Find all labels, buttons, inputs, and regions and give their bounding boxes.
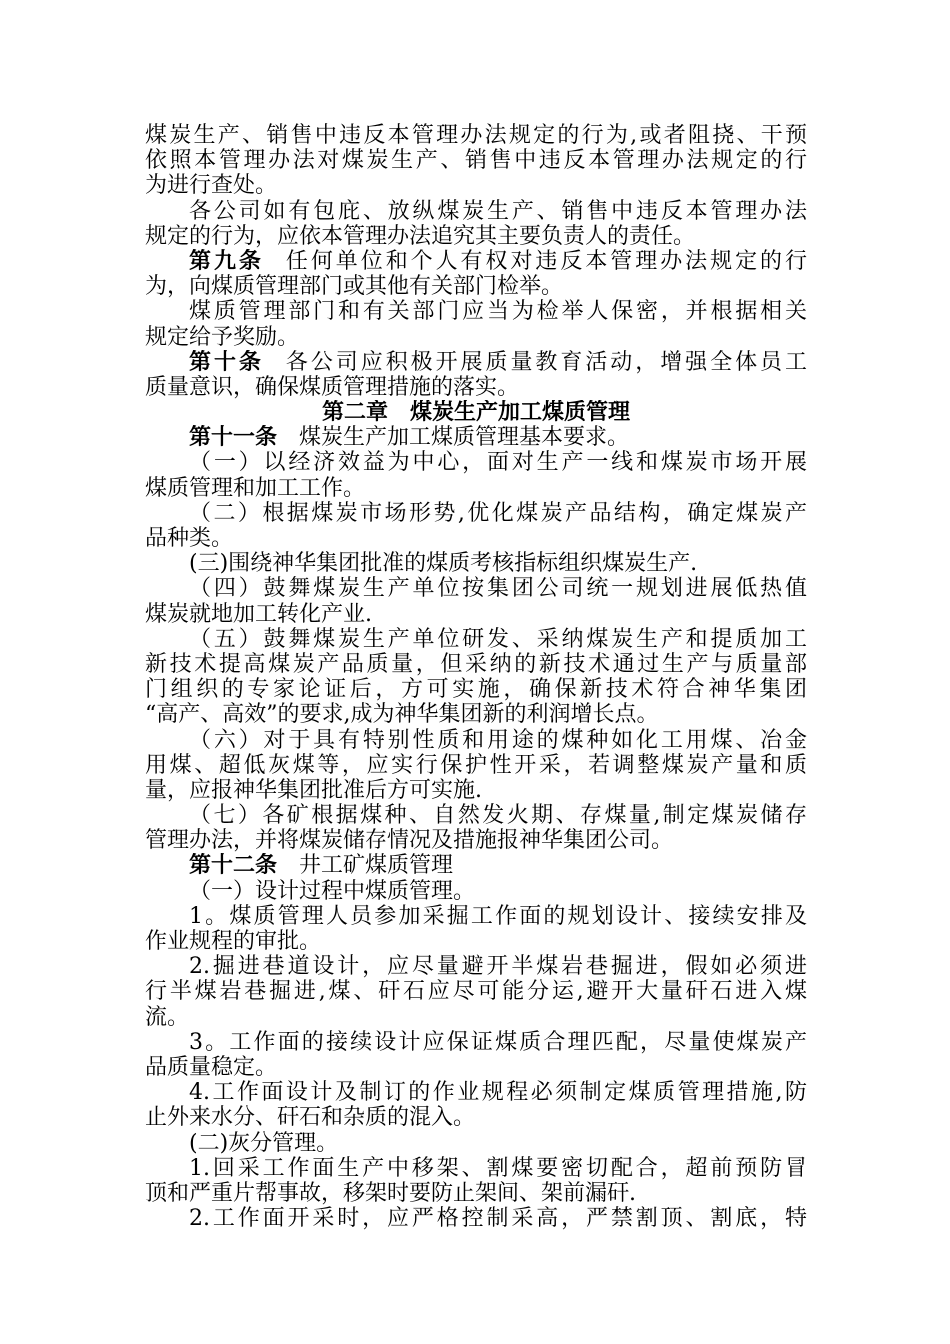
text-line: （一）设计过程中煤质管理。 [189, 878, 476, 904]
text-line: 质量意识，确保煤质管理措施的落实。 [145, 374, 520, 400]
text-line: 依照本管理办法对煤炭生产、销售中违反本管理办法规定的行 [145, 148, 807, 174]
text-line: （六）对于具有特别性质和用途的煤种如化工用煤、冶金 [189, 727, 807, 753]
text-line: 规定给予奖励。 [145, 324, 300, 350]
article-nine-heading: 第九条 [189, 248, 264, 274]
text-line: 1。煤质管理人员参加采掘工作面的规划设计、接续安排及 [189, 903, 807, 929]
text-line: 品种类。 [145, 526, 234, 551]
text-line: 2.掘进巷道设计，应尽量避开半煤岩巷掘进，假如必须进 [189, 954, 807, 980]
text-line: 1.回采工作面生产中移架、割煤要密切配合，超前预防冒 [189, 1155, 807, 1181]
text-line: (二)灰分管理。 [189, 1130, 339, 1156]
text-line: 作业规程的审批。 [145, 929, 322, 954]
text-line: 顶和严重片帮事故，移架时要防止架间、架前漏矸. [145, 1180, 636, 1206]
text-line: 任何单位和个人有权对违反本管理办法规定的行 [285, 248, 807, 274]
text-line: 止外来水分、矸石和杂质的混入。 [145, 1105, 476, 1131]
text-line: 井工矿煤质管理 [299, 853, 454, 879]
text-line: 用煤、超低灰煤等，应实行保护性开采，若调整煤炭产量和质 [145, 752, 807, 778]
text-line: 煤炭就地加工转化产业. [145, 601, 372, 627]
text-line: 量，应报神华集团批准后方可实施. [145, 777, 482, 803]
text-line: 煤炭生产、销售中违反本管理办法规定的行为,或者阻挠、干预 [145, 123, 807, 148]
article-nine-line [145, 249, 807, 274]
text-line: 煤质管理和加工工作。 [145, 475, 366, 501]
text-line: 各公司如有包庇、放纵煤炭生产、销售中违反本管理办法 [189, 198, 807, 224]
text-line: （二）根据煤炭市场形势,优化煤炭产品结构，确定煤炭产 [189, 500, 807, 526]
text-line: 煤炭生产加工煤质管理基本要求。 [299, 425, 630, 451]
article-twelve-heading: 第十二条 [189, 853, 278, 879]
text-line: 规定的行为，应依本管理办法追究其主要负责人的责任。 [145, 223, 696, 249]
text-line: （七）各矿根据煤种、自然发火期、存煤量,制定煤炭储存 [189, 803, 807, 829]
article-eleven-heading: 第十一条 [189, 425, 278, 451]
text-line: 煤质管理部门和有关部门应当为检举人保密，并根据相关 [189, 299, 807, 325]
article-twelve-line [145, 853, 807, 878]
text-line: 行半煤岩巷掘进,煤、矸石应尽可能分运,避开大量矸石进入煤 [145, 979, 807, 1005]
text-line: 为，向煤质管理部门或其他有关部门检举。 [145, 274, 564, 300]
text-line: （四）鼓舞煤炭生产单位按集团公司统一规划进展低热值 [189, 576, 807, 602]
article-ten-heading: 第十条 [189, 349, 264, 375]
article-ten-line [145, 350, 807, 375]
text-line: 3。工作面的接续设计应保证煤质合理匹配，尽量使煤炭产 [189, 1029, 807, 1055]
text-line: （五）鼓舞煤炭生产单位研发、采纳煤炭生产和提质加工 [189, 626, 807, 652]
text-line: （一）以经济效益为中心，面对生产一线和煤炭市场开展 [189, 450, 807, 476]
text-line: 2.工作面开采时，应严格控制采高，严禁割顶、割底，特 [189, 1206, 807, 1232]
text-line: 流。 [145, 1004, 190, 1030]
article-eleven-line [145, 425, 807, 450]
document-body [145, 123, 807, 1231]
text-line: 管理办法，并将煤炭储存情况及措施报神华集团公司。 [145, 828, 674, 854]
chapter-title: 第二章 煤炭生产加工煤质管理 [321, 400, 630, 426]
text-line: 各公司应积极开展质量教育活动，增强全体员工 [285, 349, 807, 375]
text-line: 门组织的专家论证后，方可实施，确保新技术符合神华集团 [145, 677, 807, 703]
text-line: (三)围绕神华集团批准的煤质考核指标组织煤炭生产. [189, 551, 698, 577]
text-line: 新技术提高煤炭产品质量，但采纳的新技术通过生产与质量部 [145, 651, 807, 677]
text-line: “高产、高效”的要求,成为神华集团新的利润增长点。 [145, 702, 659, 728]
text-line: 品质量稳定。 [145, 1054, 278, 1080]
text-line: 为进行查处。 [145, 173, 278, 199]
text-line: 4.工作面设计及制订的作业规程必须制定煤质管理措施,防 [189, 1080, 807, 1106]
